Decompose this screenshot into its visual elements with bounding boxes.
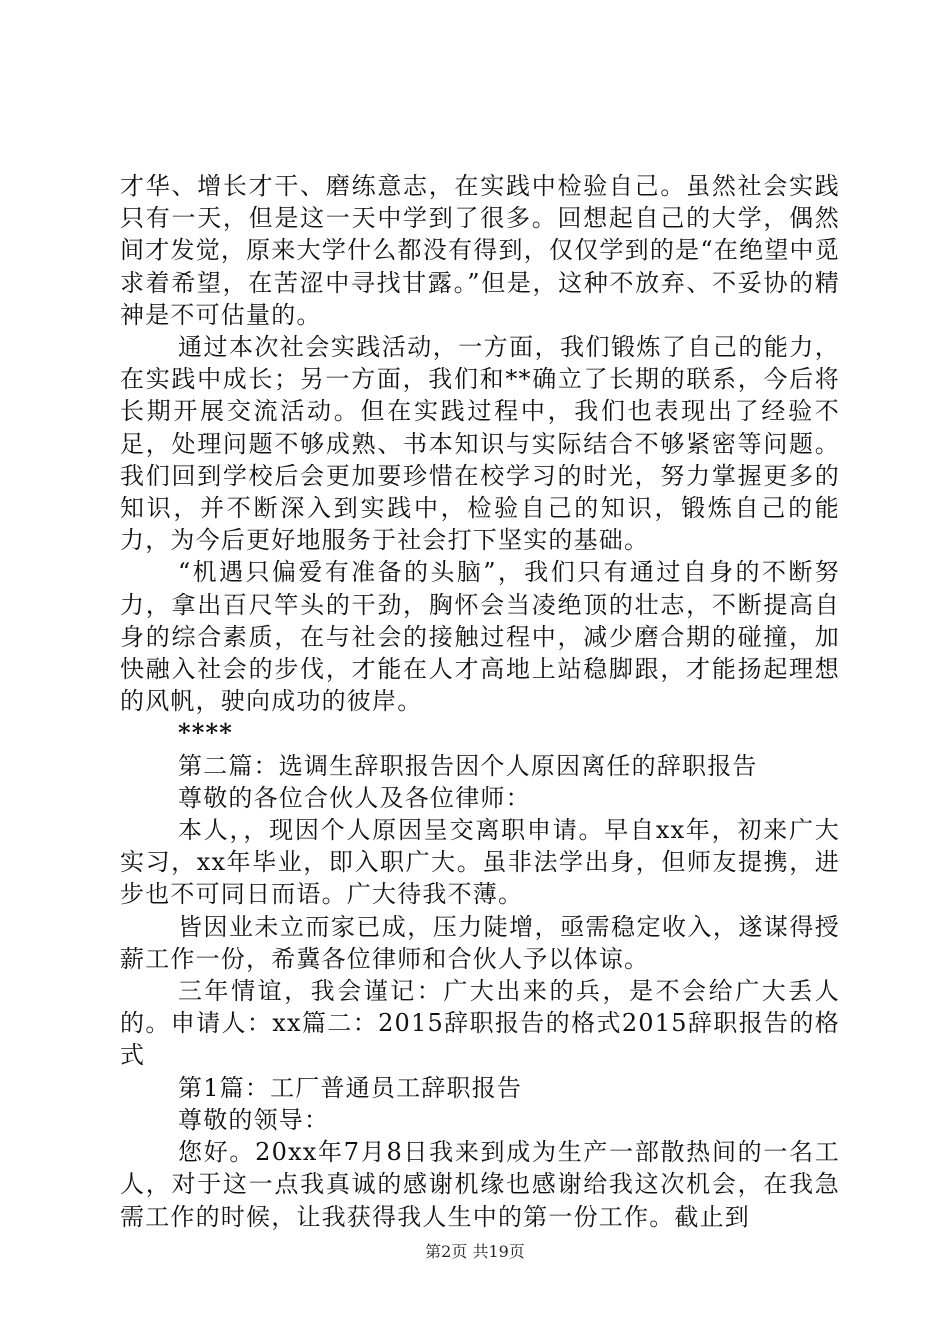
paragraph-opportunity: “机遇只偏爱有准备的头脑”，我们只有通过自身的不断努力，拿出百尺竿头的干劲，胸怀会当凌绝顶的壮志，不断提高自身的综合素质，在与社会的接触过程中，减少磨合期的碰撞，加快融入社会的步伐，才能在人才高地上站稳脚跟，才能扬起理想的风帆，驶向成功的彼岸。 xyxy=(120,558,840,716)
paragraph-family-pressure: 皆因业未立而家已成，压力陡增，亟需稳定收入，遂谋得授薪工作一份，希冀各位律师和合伙人予以体谅。 xyxy=(120,912,840,973)
page-number-footer: 第2页 共19页 xyxy=(425,1242,525,1261)
paragraph-practice-summary: 通过本次社会实践活动，一方面，我们锻炼了自己的能力，在实践中成长；另一方面，我们和**确立了长期的联系，今后将长期开展交流活动。但在实践过程中，我们也表现出了经验不足，处理问题不够成熟、书本知识与实际结合不够紧密等问题。我们回到学校后会更加要珍惜在校学习的时光，努力掌握更多的知识，并不断深入到实践中，检验自己的知识，锻炼自己的能力，为今后更好地服务于社会打下坚实的基础。 xyxy=(120,333,840,555)
paragraph-farewell: 三年情谊，我会谨记：广大出来的兵，是不会给广大丢人的。申请人：xx篇二：2015辞职报告的格式2015辞职报告的格式 xyxy=(120,977,840,1070)
paragraph-resignation-reason: 本人，，现因个人原因呈交离职申请。早自xx年，初来广大实习，xx年毕业，即入职广大。虽非法学出身，但师友提携，进步也不可同日而语。广大待我不薄。 xyxy=(120,816,840,909)
paragraph-continuation: 才华、增长才干、磨练意志，在实践中检验自己。虽然社会实践只有一天，但是这一天中学到了很多。回想起自己的大学，偶然间才发觉，原来大学什么都没有得到，仅仅学到的是“在绝望中觅求着希望，在苦涩中寻找甘露。”但是，这种不放弃、不妥协的精神是不可估量的。 xyxy=(120,172,840,329)
section-heading-second: 第二篇：选调生辞职报告因个人原因离任的辞职报告 xyxy=(178,751,758,780)
section-separator: **** xyxy=(178,718,234,748)
salutation-partners: 尊敬的各位合伙人及各位律师： xyxy=(178,783,531,812)
document-body xyxy=(120,170,840,1233)
paragraph-greeting: 您好。20xx年7月8日我来到成为生产一部散热间的一名工人，对于这一点我真诚的感谢机缘也感谢给我这次机会，在我急需工作的时候，让我获得我人生中的第一份工作。截止到 xyxy=(120,1138,840,1231)
section-heading-first: 第1篇：工厂普通员工辞职报告 xyxy=(178,1073,523,1102)
salutation-leader: 尊敬的领导： xyxy=(178,1105,330,1134)
